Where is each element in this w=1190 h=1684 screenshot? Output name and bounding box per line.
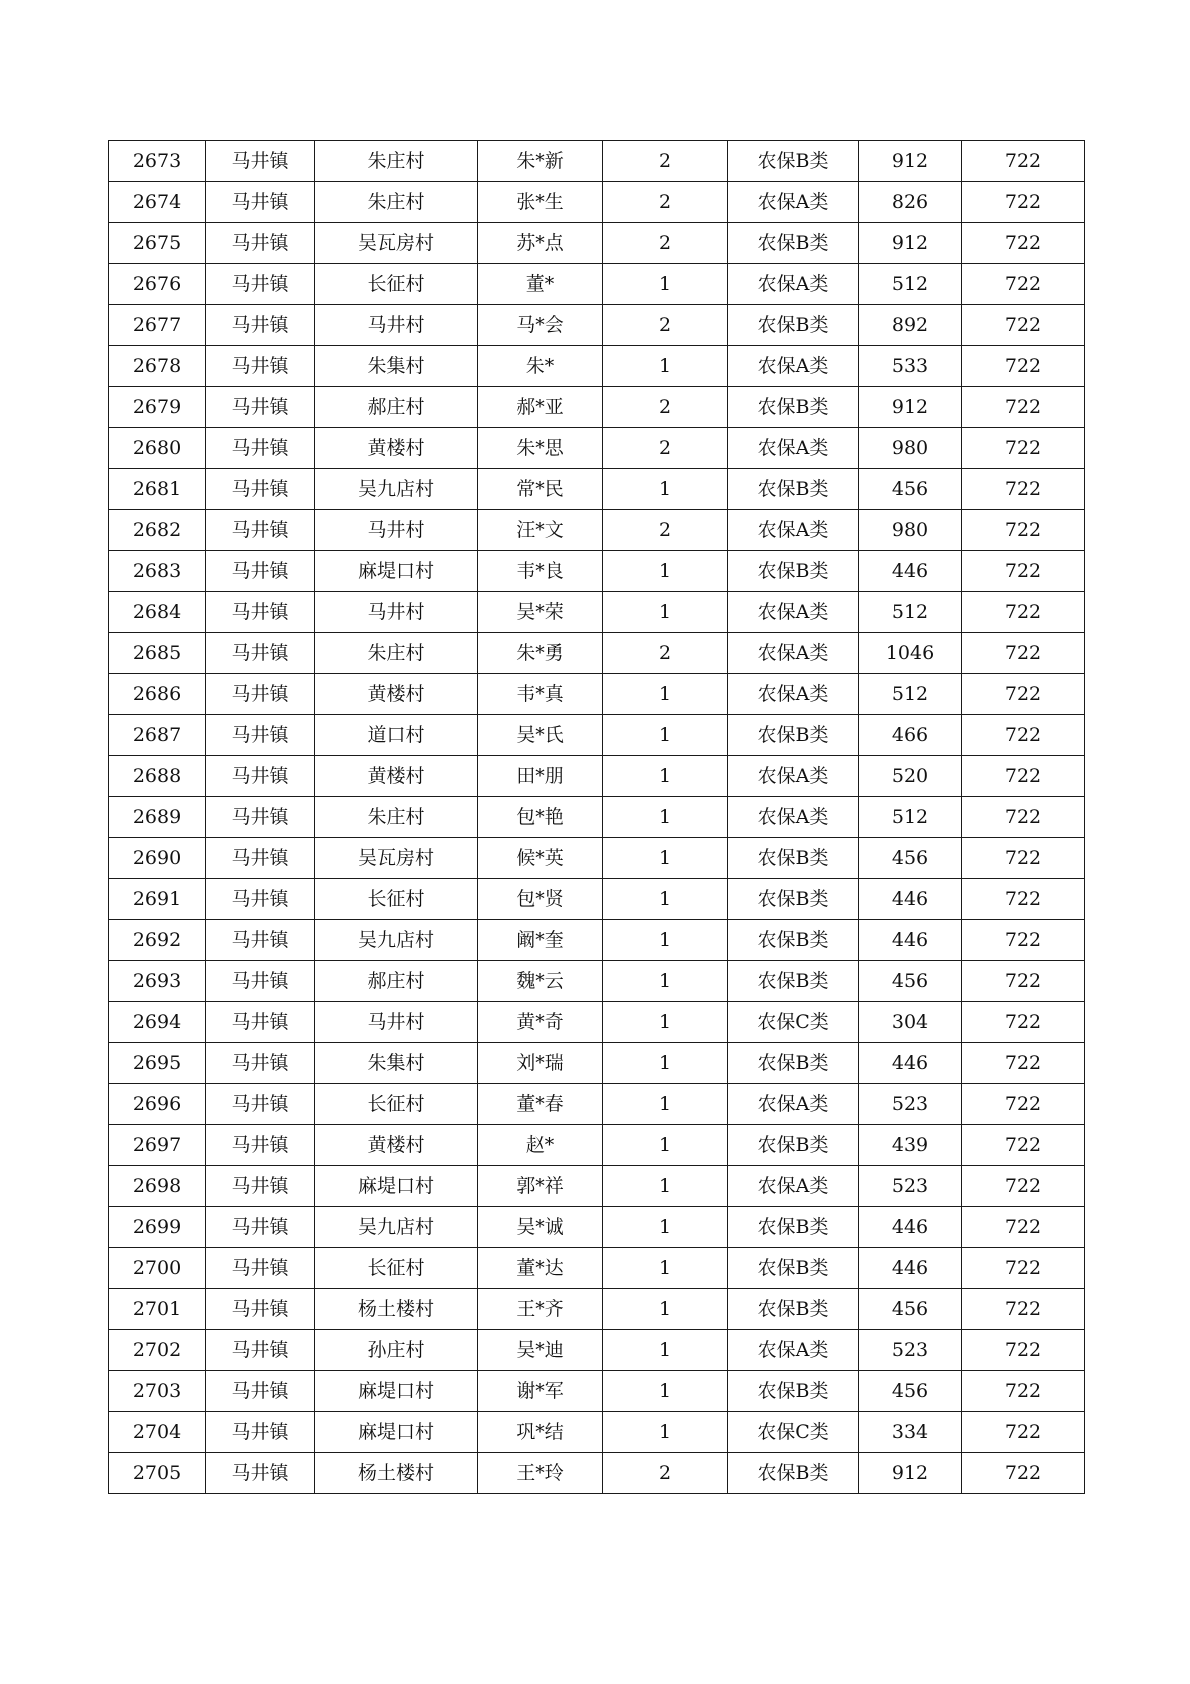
amount-cell: 512 (859, 592, 962, 633)
name-cell: 候*英 (478, 838, 603, 879)
village-cell: 马井村 (315, 305, 478, 346)
table-row (109, 879, 1085, 920)
amount-cell: 304 (859, 1002, 962, 1043)
serial-number-cell: 2677 (109, 305, 206, 346)
town-cell: 马井镇 (206, 1002, 315, 1043)
village-cell: 马井村 (315, 510, 478, 551)
amount-cell: 446 (859, 1248, 962, 1289)
category-cell: 农保A类 (728, 674, 859, 715)
value-cell: 722 (962, 592, 1085, 633)
village-cell: 吴九店村 (315, 920, 478, 961)
town-cell: 马井镇 (206, 633, 315, 674)
serial-number-cell: 2705 (109, 1453, 206, 1494)
table-row (109, 510, 1085, 551)
value-cell: 722 (962, 141, 1085, 182)
serial-number-cell: 2693 (109, 961, 206, 1002)
town-cell: 马井镇 (206, 469, 315, 510)
amount-cell: 446 (859, 1043, 962, 1084)
town-cell: 马井镇 (206, 346, 315, 387)
category-cell: 农保A类 (728, 1084, 859, 1125)
serial-number-cell: 2699 (109, 1207, 206, 1248)
category-cell: 农保B类 (728, 305, 859, 346)
serial-number-cell: 2703 (109, 1371, 206, 1412)
name-cell: 包*艳 (478, 797, 603, 838)
serial-number-cell: 2682 (109, 510, 206, 551)
name-cell: 王*齐 (478, 1289, 603, 1330)
value-cell: 722 (962, 1289, 1085, 1330)
serial-number-cell: 2679 (109, 387, 206, 428)
household-size-cell: 1 (603, 1248, 728, 1289)
household-size-cell: 1 (603, 961, 728, 1002)
village-cell: 吴九店村 (315, 1207, 478, 1248)
amount-cell: 512 (859, 674, 962, 715)
records-table (108, 140, 1085, 1494)
amount-cell: 1046 (859, 633, 962, 674)
amount-cell: 533 (859, 346, 962, 387)
household-size-cell: 1 (603, 1043, 728, 1084)
name-cell: 赵* (478, 1125, 603, 1166)
table-row (109, 756, 1085, 797)
village-cell: 长征村 (315, 264, 478, 305)
serial-number-cell: 2698 (109, 1166, 206, 1207)
category-cell: 农保B类 (728, 387, 859, 428)
village-cell: 孙庄村 (315, 1330, 478, 1371)
value-cell: 722 (962, 305, 1085, 346)
town-cell: 马井镇 (206, 838, 315, 879)
serial-number-cell: 2681 (109, 469, 206, 510)
household-size-cell: 1 (603, 1166, 728, 1207)
household-size-cell: 1 (603, 551, 728, 592)
household-size-cell: 1 (603, 1371, 728, 1412)
table-row (109, 592, 1085, 633)
category-cell: 农保B类 (728, 1371, 859, 1412)
serial-number-cell: 2702 (109, 1330, 206, 1371)
value-cell: 722 (962, 387, 1085, 428)
table-row (109, 920, 1085, 961)
village-cell: 杨土楼村 (315, 1289, 478, 1330)
town-cell: 马井镇 (206, 223, 315, 264)
name-cell: 朱*新 (478, 141, 603, 182)
village-cell: 长征村 (315, 1248, 478, 1289)
amount-cell: 912 (859, 387, 962, 428)
village-cell: 杨土楼村 (315, 1453, 478, 1494)
village-cell: 长征村 (315, 879, 478, 920)
table-body (109, 141, 1085, 1494)
category-cell: 农保B类 (728, 223, 859, 264)
value-cell: 722 (962, 223, 1085, 264)
name-cell: 董*达 (478, 1248, 603, 1289)
amount-cell: 456 (859, 1371, 962, 1412)
town-cell: 马井镇 (206, 715, 315, 756)
name-cell: 吴*迪 (478, 1330, 603, 1371)
town-cell: 马井镇 (206, 1166, 315, 1207)
household-size-cell: 1 (603, 756, 728, 797)
table-row (109, 1125, 1085, 1166)
category-cell: 农保B类 (728, 1125, 859, 1166)
town-cell: 马井镇 (206, 551, 315, 592)
town-cell: 马井镇 (206, 1371, 315, 1412)
serial-number-cell: 2694 (109, 1002, 206, 1043)
serial-number-cell: 2684 (109, 592, 206, 633)
village-cell: 郝庄村 (315, 387, 478, 428)
category-cell: 农保B类 (728, 469, 859, 510)
town-cell: 马井镇 (206, 141, 315, 182)
value-cell: 722 (962, 715, 1085, 756)
household-size-cell: 1 (603, 1084, 728, 1125)
category-cell: 农保B类 (728, 920, 859, 961)
household-size-cell: 1 (603, 920, 728, 961)
town-cell: 马井镇 (206, 920, 315, 961)
value-cell: 722 (962, 797, 1085, 838)
category-cell: 农保B类 (728, 838, 859, 879)
value-cell: 722 (962, 633, 1085, 674)
town-cell: 马井镇 (206, 305, 315, 346)
serial-number-cell: 2676 (109, 264, 206, 305)
household-size-cell: 1 (603, 1412, 728, 1453)
amount-cell: 446 (859, 1207, 962, 1248)
table-row (109, 1084, 1085, 1125)
village-cell: 麻堤口村 (315, 1412, 478, 1453)
category-cell: 农保A类 (728, 797, 859, 838)
value-cell: 722 (962, 1412, 1085, 1453)
serial-number-cell: 2674 (109, 182, 206, 223)
value-cell: 722 (962, 551, 1085, 592)
amount-cell: 912 (859, 223, 962, 264)
name-cell: 巩*结 (478, 1412, 603, 1453)
value-cell: 722 (962, 879, 1085, 920)
amount-cell: 446 (859, 879, 962, 920)
serial-number-cell: 2683 (109, 551, 206, 592)
serial-number-cell: 2701 (109, 1289, 206, 1330)
name-cell: 谢*军 (478, 1371, 603, 1412)
town-cell: 马井镇 (206, 674, 315, 715)
name-cell: 郝*亚 (478, 387, 603, 428)
village-cell: 麻堤口村 (315, 551, 478, 592)
town-cell: 马井镇 (206, 1453, 315, 1494)
name-cell: 刘*瑞 (478, 1043, 603, 1084)
value-cell: 722 (962, 264, 1085, 305)
table-row (109, 428, 1085, 469)
category-cell: 农保A类 (728, 633, 859, 674)
table-row (109, 1207, 1085, 1248)
table-row (109, 1453, 1085, 1494)
value-cell: 722 (962, 346, 1085, 387)
serial-number-cell: 2696 (109, 1084, 206, 1125)
serial-number-cell: 2686 (109, 674, 206, 715)
table-row (109, 1412, 1085, 1453)
village-cell: 吴瓦房村 (315, 838, 478, 879)
table-row (109, 469, 1085, 510)
town-cell: 马井镇 (206, 182, 315, 223)
serial-number-cell: 2692 (109, 920, 206, 961)
amount-cell: 466 (859, 715, 962, 756)
amount-cell: 520 (859, 756, 962, 797)
table-row (109, 346, 1085, 387)
name-cell: 王*玲 (478, 1453, 603, 1494)
name-cell: 吴*荣 (478, 592, 603, 633)
village-cell: 马井村 (315, 1002, 478, 1043)
category-cell: 农保A类 (728, 510, 859, 551)
serial-number-cell: 2689 (109, 797, 206, 838)
category-cell: 农保B类 (728, 1289, 859, 1330)
category-cell: 农保B类 (728, 879, 859, 920)
value-cell: 722 (962, 1207, 1085, 1248)
value-cell: 722 (962, 1043, 1085, 1084)
household-size-cell: 2 (603, 510, 728, 551)
amount-cell: 456 (859, 838, 962, 879)
household-size-cell: 1 (603, 264, 728, 305)
table-row (109, 838, 1085, 879)
village-cell: 朱集村 (315, 346, 478, 387)
category-cell: 农保A类 (728, 264, 859, 305)
amount-cell: 446 (859, 551, 962, 592)
town-cell: 马井镇 (206, 879, 315, 920)
table-row (109, 633, 1085, 674)
town-cell: 马井镇 (206, 428, 315, 469)
amount-cell: 439 (859, 1125, 962, 1166)
serial-number-cell: 2704 (109, 1412, 206, 1453)
village-cell: 道口村 (315, 715, 478, 756)
category-cell: 农保B类 (728, 1207, 859, 1248)
town-cell: 马井镇 (206, 756, 315, 797)
table-row (109, 551, 1085, 592)
town-cell: 马井镇 (206, 1125, 315, 1166)
serial-number-cell: 2697 (109, 1125, 206, 1166)
value-cell: 722 (962, 961, 1085, 1002)
town-cell: 马井镇 (206, 510, 315, 551)
value-cell: 722 (962, 1371, 1085, 1412)
name-cell: 马*会 (478, 305, 603, 346)
village-cell: 朱庄村 (315, 141, 478, 182)
household-size-cell: 1 (603, 1207, 728, 1248)
table-row (109, 797, 1085, 838)
village-cell: 朱庄村 (315, 182, 478, 223)
amount-cell: 456 (859, 469, 962, 510)
household-size-cell: 2 (603, 1453, 728, 1494)
table-row (109, 674, 1085, 715)
amount-cell: 912 (859, 1453, 962, 1494)
value-cell: 722 (962, 1330, 1085, 1371)
category-cell: 农保C类 (728, 1002, 859, 1043)
town-cell: 马井镇 (206, 1043, 315, 1084)
village-cell: 长征村 (315, 1084, 478, 1125)
category-cell: 农保B类 (728, 1453, 859, 1494)
category-cell: 农保C类 (728, 1412, 859, 1453)
amount-cell: 523 (859, 1084, 962, 1125)
value-cell: 722 (962, 1453, 1085, 1494)
serial-number-cell: 2687 (109, 715, 206, 756)
name-cell: 韦*良 (478, 551, 603, 592)
household-size-cell: 2 (603, 305, 728, 346)
name-cell: 朱*勇 (478, 633, 603, 674)
table-row (109, 1289, 1085, 1330)
town-cell: 马井镇 (206, 1248, 315, 1289)
town-cell: 马井镇 (206, 1330, 315, 1371)
value-cell: 722 (962, 1166, 1085, 1207)
category-cell: 农保B类 (728, 961, 859, 1002)
village-cell: 朱庄村 (315, 797, 478, 838)
amount-cell: 456 (859, 1289, 962, 1330)
name-cell: 魏*云 (478, 961, 603, 1002)
town-cell: 马井镇 (206, 264, 315, 305)
amount-cell: 826 (859, 182, 962, 223)
value-cell: 722 (962, 838, 1085, 879)
household-size-cell: 1 (603, 1125, 728, 1166)
value-cell: 722 (962, 428, 1085, 469)
name-cell: 吴*诚 (478, 1207, 603, 1248)
household-size-cell: 1 (603, 1330, 728, 1371)
serial-number-cell: 2685 (109, 633, 206, 674)
table-row (109, 141, 1085, 182)
category-cell: 农保A类 (728, 592, 859, 633)
amount-cell: 456 (859, 961, 962, 1002)
table-row (109, 1002, 1085, 1043)
amount-cell: 523 (859, 1166, 962, 1207)
name-cell: 朱* (478, 346, 603, 387)
town-cell: 马井镇 (206, 961, 315, 1002)
amount-cell: 980 (859, 510, 962, 551)
name-cell: 韦*真 (478, 674, 603, 715)
village-cell: 朱庄村 (315, 633, 478, 674)
household-size-cell: 1 (603, 674, 728, 715)
value-cell: 722 (962, 1084, 1085, 1125)
table-row (109, 387, 1085, 428)
name-cell: 常*民 (478, 469, 603, 510)
value-cell: 722 (962, 920, 1085, 961)
value-cell: 722 (962, 674, 1085, 715)
serial-number-cell: 2695 (109, 1043, 206, 1084)
town-cell: 马井镇 (206, 1084, 315, 1125)
serial-number-cell: 2678 (109, 346, 206, 387)
household-size-cell: 1 (603, 797, 728, 838)
category-cell: 农保B类 (728, 141, 859, 182)
category-cell: 农保B类 (728, 1043, 859, 1084)
name-cell: 朱*思 (478, 428, 603, 469)
serial-number-cell: 2680 (109, 428, 206, 469)
amount-cell: 523 (859, 1330, 962, 1371)
name-cell: 郭*祥 (478, 1166, 603, 1207)
town-cell: 马井镇 (206, 592, 315, 633)
household-size-cell: 1 (603, 1289, 728, 1330)
value-cell: 722 (962, 510, 1085, 551)
name-cell: 黄*奇 (478, 1002, 603, 1043)
serial-number-cell: 2691 (109, 879, 206, 920)
table-row (109, 305, 1085, 346)
table-row (109, 1330, 1085, 1371)
name-cell: 董*春 (478, 1084, 603, 1125)
serial-number-cell: 2690 (109, 838, 206, 879)
amount-cell: 512 (859, 264, 962, 305)
name-cell: 董* (478, 264, 603, 305)
household-size-cell: 1 (603, 592, 728, 633)
name-cell: 吴*氏 (478, 715, 603, 756)
category-cell: 农保A类 (728, 756, 859, 797)
value-cell: 722 (962, 182, 1085, 223)
village-cell: 马井村 (315, 592, 478, 633)
amount-cell: 980 (859, 428, 962, 469)
name-cell: 包*贤 (478, 879, 603, 920)
household-size-cell: 2 (603, 633, 728, 674)
amount-cell: 446 (859, 920, 962, 961)
household-size-cell: 2 (603, 141, 728, 182)
category-cell: 农保A类 (728, 428, 859, 469)
town-cell: 马井镇 (206, 797, 315, 838)
category-cell: 农保B类 (728, 551, 859, 592)
table-row (109, 715, 1085, 756)
name-cell: 苏*点 (478, 223, 603, 264)
amount-cell: 512 (859, 797, 962, 838)
town-cell: 马井镇 (206, 387, 315, 428)
town-cell: 马井镇 (206, 1412, 315, 1453)
value-cell: 722 (962, 1002, 1085, 1043)
village-cell: 黄楼村 (315, 428, 478, 469)
household-size-cell: 1 (603, 715, 728, 756)
table-row (109, 223, 1085, 264)
table-row (109, 1371, 1085, 1412)
serial-number-cell: 2675 (109, 223, 206, 264)
category-cell: 农保A类 (728, 182, 859, 223)
category-cell: 农保B类 (728, 715, 859, 756)
value-cell: 722 (962, 469, 1085, 510)
household-size-cell: 1 (603, 469, 728, 510)
serial-number-cell: 2673 (109, 141, 206, 182)
category-cell: 农保A类 (728, 346, 859, 387)
category-cell: 农保A类 (728, 1330, 859, 1371)
household-size-cell: 1 (603, 1002, 728, 1043)
household-size-cell: 2 (603, 428, 728, 469)
category-cell: 农保A类 (728, 1166, 859, 1207)
value-cell: 722 (962, 1125, 1085, 1166)
table-row (109, 1248, 1085, 1289)
amount-cell: 334 (859, 1412, 962, 1453)
village-cell: 黄楼村 (315, 756, 478, 797)
amount-cell: 912 (859, 141, 962, 182)
name-cell: 阚*奎 (478, 920, 603, 961)
category-cell: 农保B类 (728, 1248, 859, 1289)
table-row (109, 182, 1085, 223)
village-cell: 麻堤口村 (315, 1371, 478, 1412)
serial-number-cell: 2700 (109, 1248, 206, 1289)
amount-cell: 892 (859, 305, 962, 346)
name-cell: 汪*文 (478, 510, 603, 551)
table-row (109, 264, 1085, 305)
household-size-cell: 2 (603, 182, 728, 223)
value-cell: 722 (962, 1248, 1085, 1289)
serial-number-cell: 2688 (109, 756, 206, 797)
town-cell: 马井镇 (206, 1289, 315, 1330)
name-cell: 张*生 (478, 182, 603, 223)
value-cell: 722 (962, 756, 1085, 797)
town-cell: 马井镇 (206, 1207, 315, 1248)
household-size-cell: 2 (603, 223, 728, 264)
village-cell: 吴九店村 (315, 469, 478, 510)
name-cell: 田*朋 (478, 756, 603, 797)
table-row (109, 1043, 1085, 1084)
village-cell: 朱集村 (315, 1043, 478, 1084)
household-size-cell: 1 (603, 879, 728, 920)
table-row (109, 961, 1085, 1002)
village-cell: 黄楼村 (315, 1125, 478, 1166)
village-cell: 黄楼村 (315, 674, 478, 715)
household-size-cell: 1 (603, 838, 728, 879)
village-cell: 吴瓦房村 (315, 223, 478, 264)
village-cell: 郝庄村 (315, 961, 478, 1002)
village-cell: 麻堤口村 (315, 1166, 478, 1207)
table-row (109, 1166, 1085, 1207)
household-size-cell: 2 (603, 387, 728, 428)
household-size-cell: 1 (603, 346, 728, 387)
